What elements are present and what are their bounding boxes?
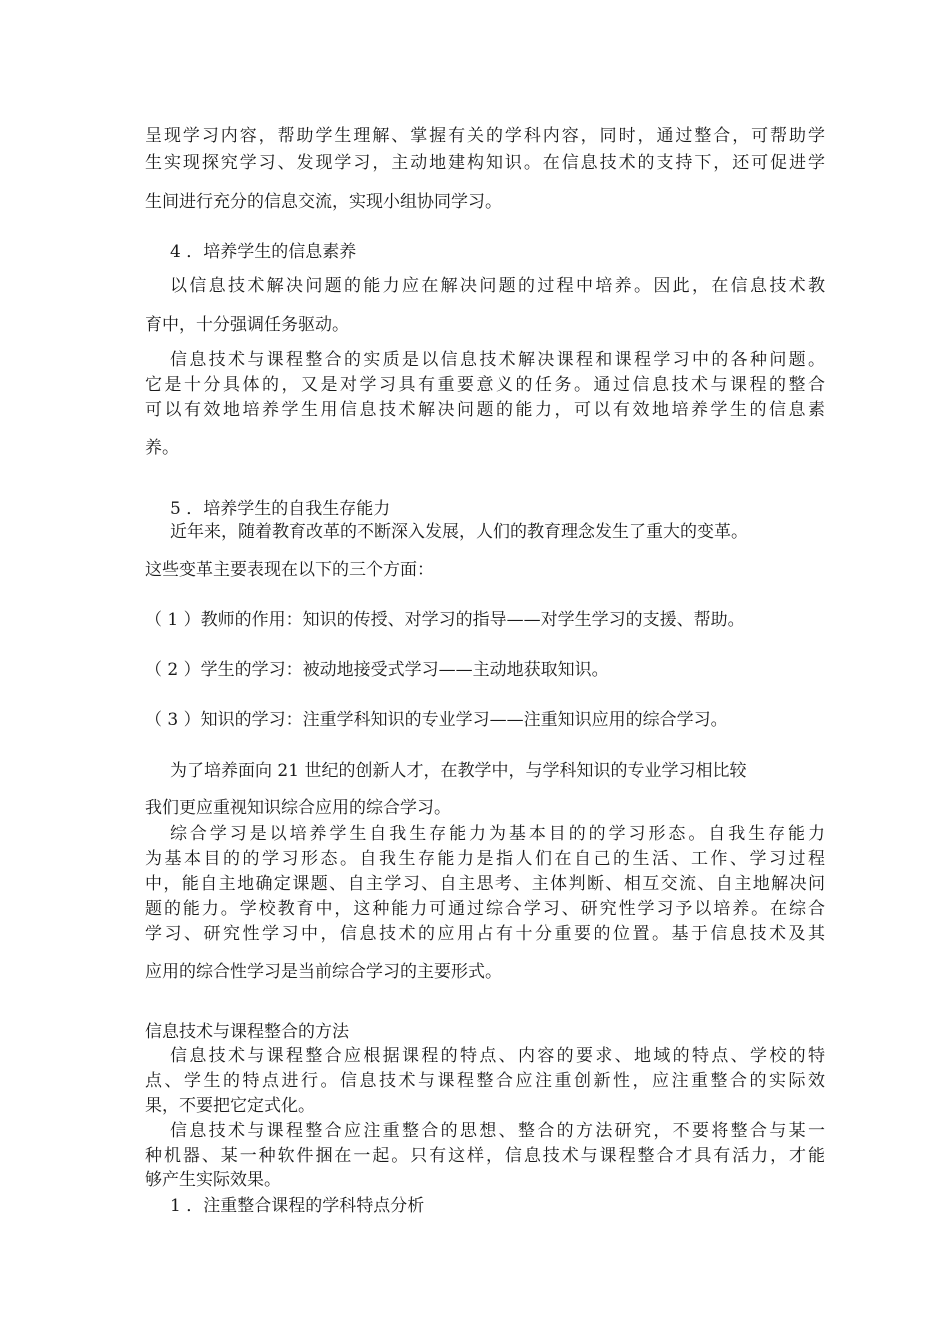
body-line: 应用的综合性学习是当前综合学习的主要形式。	[145, 962, 502, 982]
body-line: 信息技术与课程整合应根据课程的特点、内容的要求、地域的特点、学校的特	[170, 1046, 825, 1066]
body-line: 以信息技术解决问题的能力应在解决问题的过程中培养。因此，在信息技术教	[170, 276, 825, 296]
section-heading: 信息技术与课程整合的方法	[145, 1022, 349, 1042]
body-line: 为了培养面向 21 世纪的创新人才，在教学中，与学科知识的专业学习相比较	[170, 761, 747, 781]
body-line: 我们更应重视知识综合应用的综合学习。	[145, 798, 451, 818]
body-line: 为基本目的的学习形态。自我生存能力是指人们在自己的生活、工作、学习过程	[145, 849, 825, 869]
body-line: 种机器、某一种软件捆在一起。只有这样，信息技术与课程整合才具有活力，才能	[145, 1146, 825, 1166]
body-line: 综合学习是以培养学生自我生存能力为基本目的的学习形态。自我生存能力	[170, 824, 825, 844]
body-line: 这些变革主要表现在以下的三个方面：	[145, 560, 434, 580]
body-line: 点、学生的特点进行。信息技术与课程整合应注重创新性，应注重整合的实际效	[145, 1071, 825, 1091]
body-line: 信息技术与课程整合应注重整合的思想、整合的方法研究，不要将整合与某一	[170, 1121, 825, 1141]
list-item: （ 3 ）知识的学习：注重学科知识的专业学习——注重知识应用的综合学习。	[145, 710, 728, 730]
body-line: 果，不要把它定式化。	[145, 1096, 315, 1116]
body-line: 题的能力。学校教育中，这种能力可通过综合学习、研究性学习予以培养。在综合	[145, 899, 825, 919]
section-heading: 5 ．培养学生的自我生存能力	[170, 499, 391, 519]
body-line: 学习、研究性学习中，信息技术的应用占有十分重要的位置。基于信息技术及其	[145, 924, 825, 944]
body-line: 养。	[145, 438, 179, 458]
list-item: （ 1 ）教师的作用：知识的传授、对学习的指导——对学生学习的支援、帮助。	[145, 610, 745, 630]
body-line: 近年来，随着教育改革的不断深入发展，人们的教育理念发生了重大的变革。	[170, 522, 748, 542]
body-line: 中，能自主地确定课题、自主学习、自主思考、主体判断、相互交流、自主地解决问	[145, 874, 825, 894]
section-heading: 4 ．培养学生的信息素养	[170, 242, 357, 262]
body-line: 可以有效地培养学生用信息技术解决问题的能力，可以有效地培养学生的信息素	[145, 400, 825, 420]
body-line: 育中，十分强调任务驱动。	[145, 315, 349, 335]
section-heading: 1 ．注重整合课程的学科特点分析	[170, 1196, 425, 1216]
body-line: 生间进行充分的信息交流，实现小组协同学习。	[145, 192, 502, 212]
body-line: 它是十分具体的，又是对学习具有重要意义的任务。通过信息技术与课程的整合	[145, 375, 825, 395]
body-line: 生实现探究学习、发现学习，主动地建构知识。在信息技术的支持下，还可促进学	[145, 153, 825, 173]
body-line: 信息技术与课程整合的实质是以信息技术解决课程和课程学习中的各种问题。	[170, 350, 825, 370]
list-item: （ 2 ）学生的学习：被动地接受式学习——主动地获取知识。	[145, 660, 609, 680]
body-line: 呈现学习内容，帮助学生理解、掌握有关的学科内容，同时，通过整合，可帮助学	[145, 126, 825, 146]
body-line: 够产生实际效果。	[145, 1170, 281, 1190]
